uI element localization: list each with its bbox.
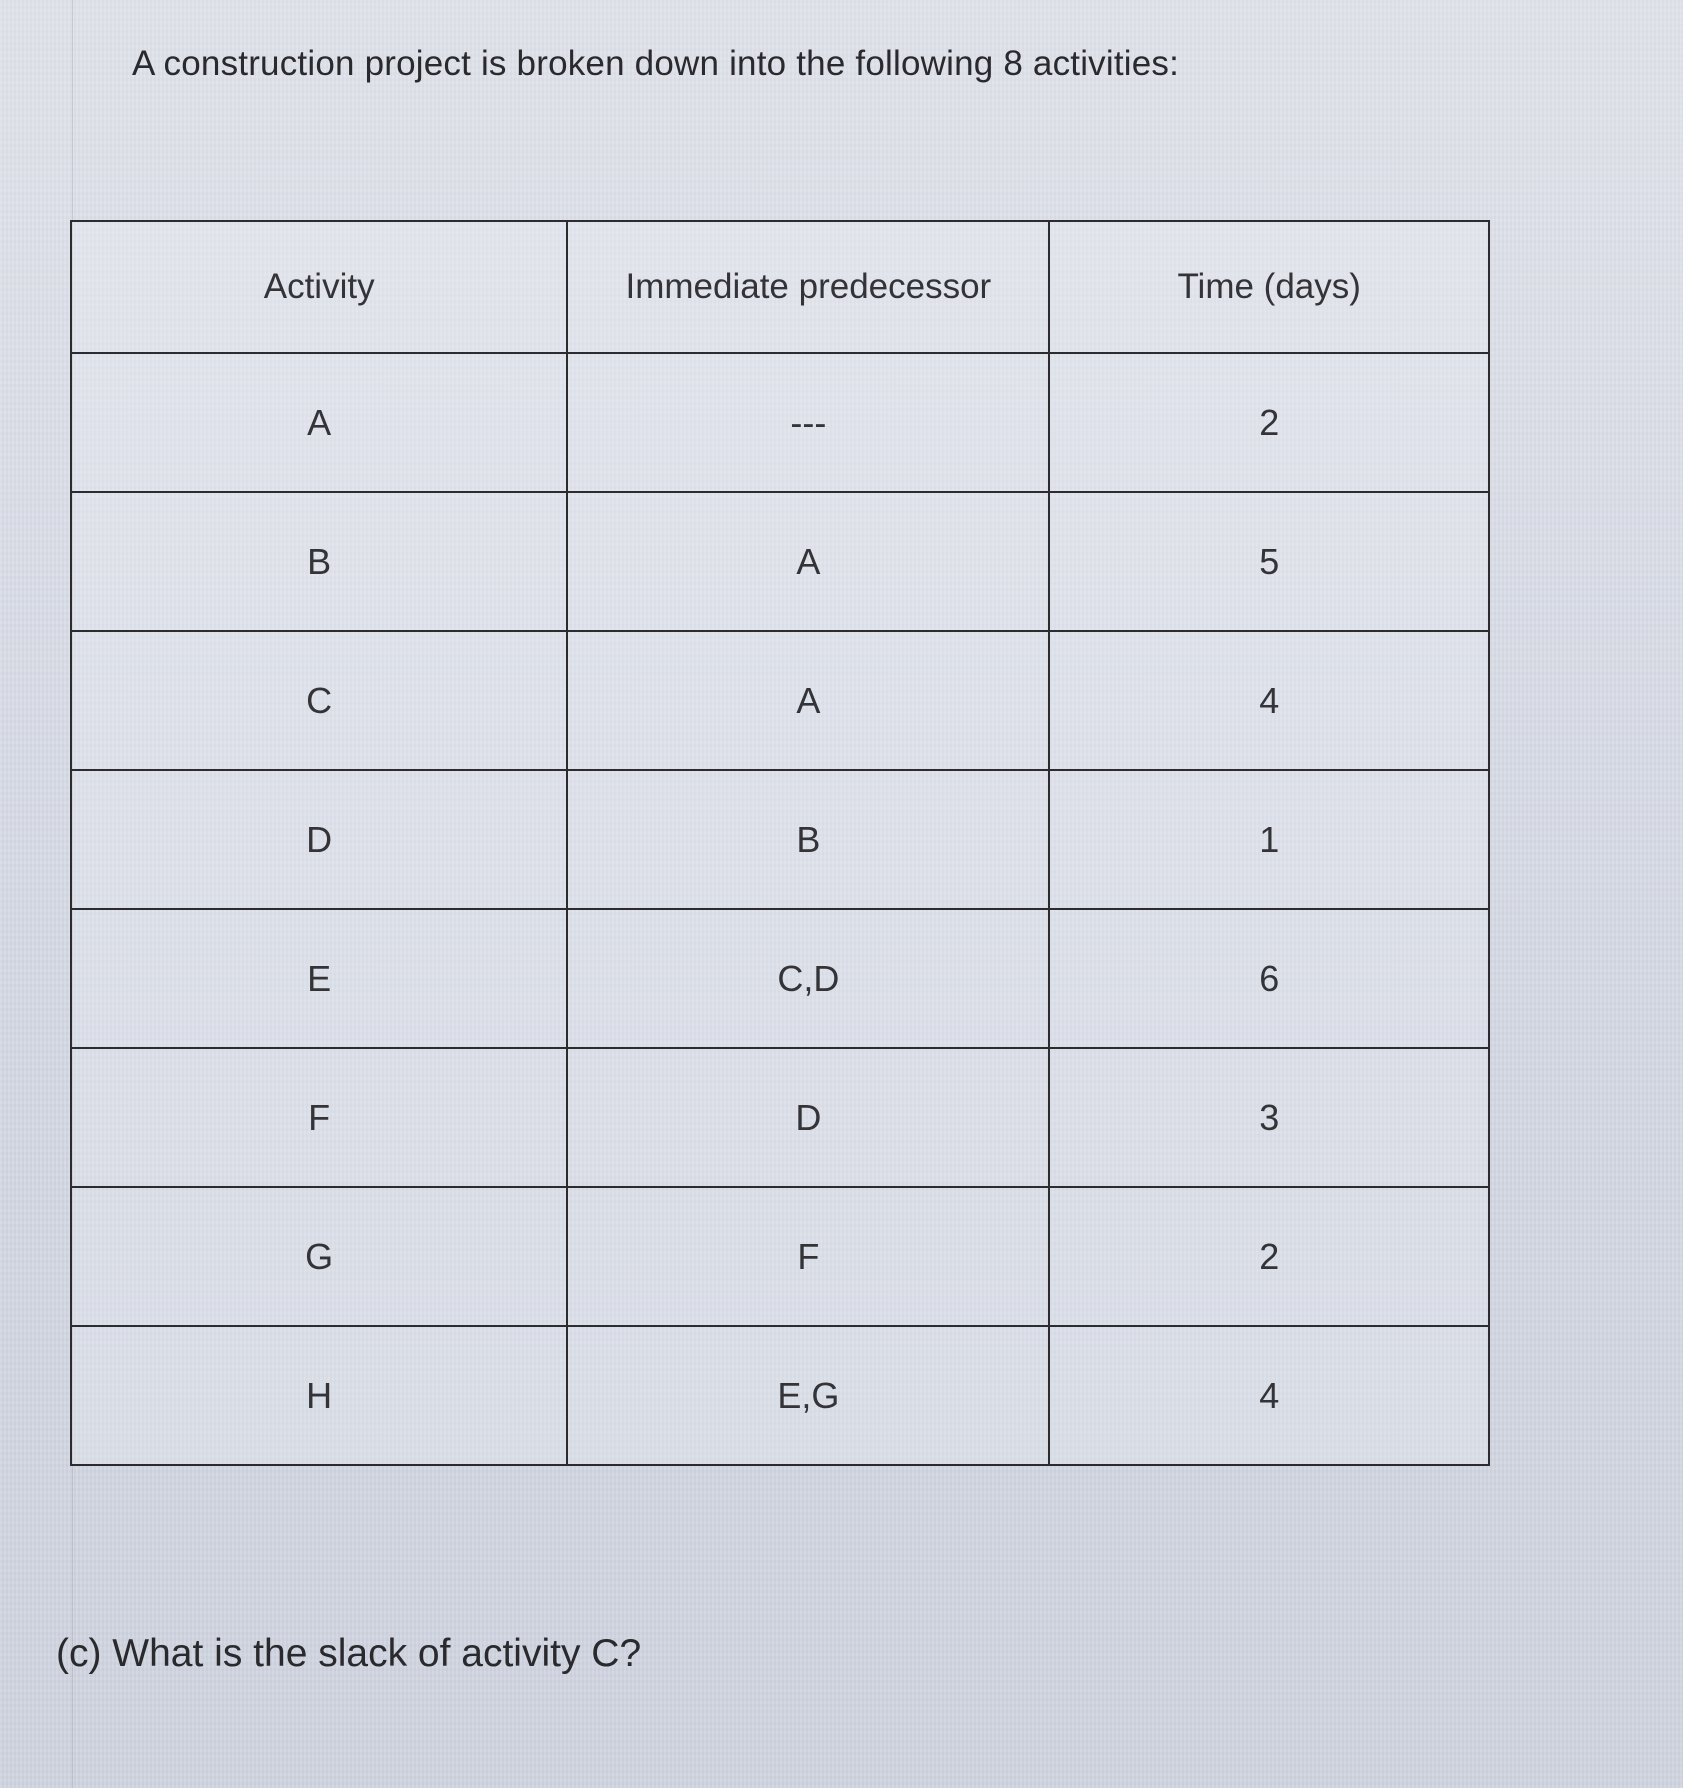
table-row (71, 631, 1489, 770)
time-cell: 5 (1049, 492, 1489, 631)
table-row (71, 909, 1489, 1048)
activity-cell: C (71, 631, 567, 770)
time-cell: 6 (1049, 909, 1489, 1048)
activity-cell: H (71, 1326, 567, 1465)
activity-cell: B (71, 492, 567, 631)
activity-table-container (70, 220, 1490, 1466)
activity-cell: E (71, 909, 567, 1048)
table-header-row (71, 221, 1489, 353)
activity-cell: A (71, 353, 567, 492)
table-row (71, 770, 1489, 909)
time-cell: 4 (1049, 631, 1489, 770)
activity-cell: D (71, 770, 567, 909)
time-cell: 4 (1049, 1326, 1489, 1465)
header-immediate-predecessor: Immediate predecessor (567, 221, 1049, 353)
activity-table (70, 220, 1490, 1466)
predecessor-cell: E,G (567, 1326, 1049, 1465)
table-row (71, 1326, 1489, 1465)
header-activity: Activity (71, 221, 567, 353)
activity-cell: F (71, 1048, 567, 1187)
intro-text: A construction project is broken down into the following 8 activities: (132, 44, 1180, 83)
question-text: (c) What is the slack of activity C? (56, 1632, 642, 1675)
activity-cell: G (71, 1187, 567, 1326)
predecessor-cell: B (567, 770, 1049, 909)
table-row (71, 1187, 1489, 1326)
time-cell: 2 (1049, 1187, 1489, 1326)
header-time-days: Time (days) (1049, 221, 1489, 353)
time-cell: 3 (1049, 1048, 1489, 1187)
table-row (71, 492, 1489, 631)
table-row (71, 353, 1489, 492)
predecessor-cell: A (567, 492, 1049, 631)
time-cell: 2 (1049, 353, 1489, 492)
predecessor-cell: D (567, 1048, 1049, 1187)
time-cell: 1 (1049, 770, 1489, 909)
predecessor-cell: A (567, 631, 1049, 770)
predecessor-cell: --- (567, 353, 1049, 492)
predecessor-cell: C,D (567, 909, 1049, 1048)
predecessor-cell: F (567, 1187, 1049, 1326)
table-row (71, 1048, 1489, 1187)
